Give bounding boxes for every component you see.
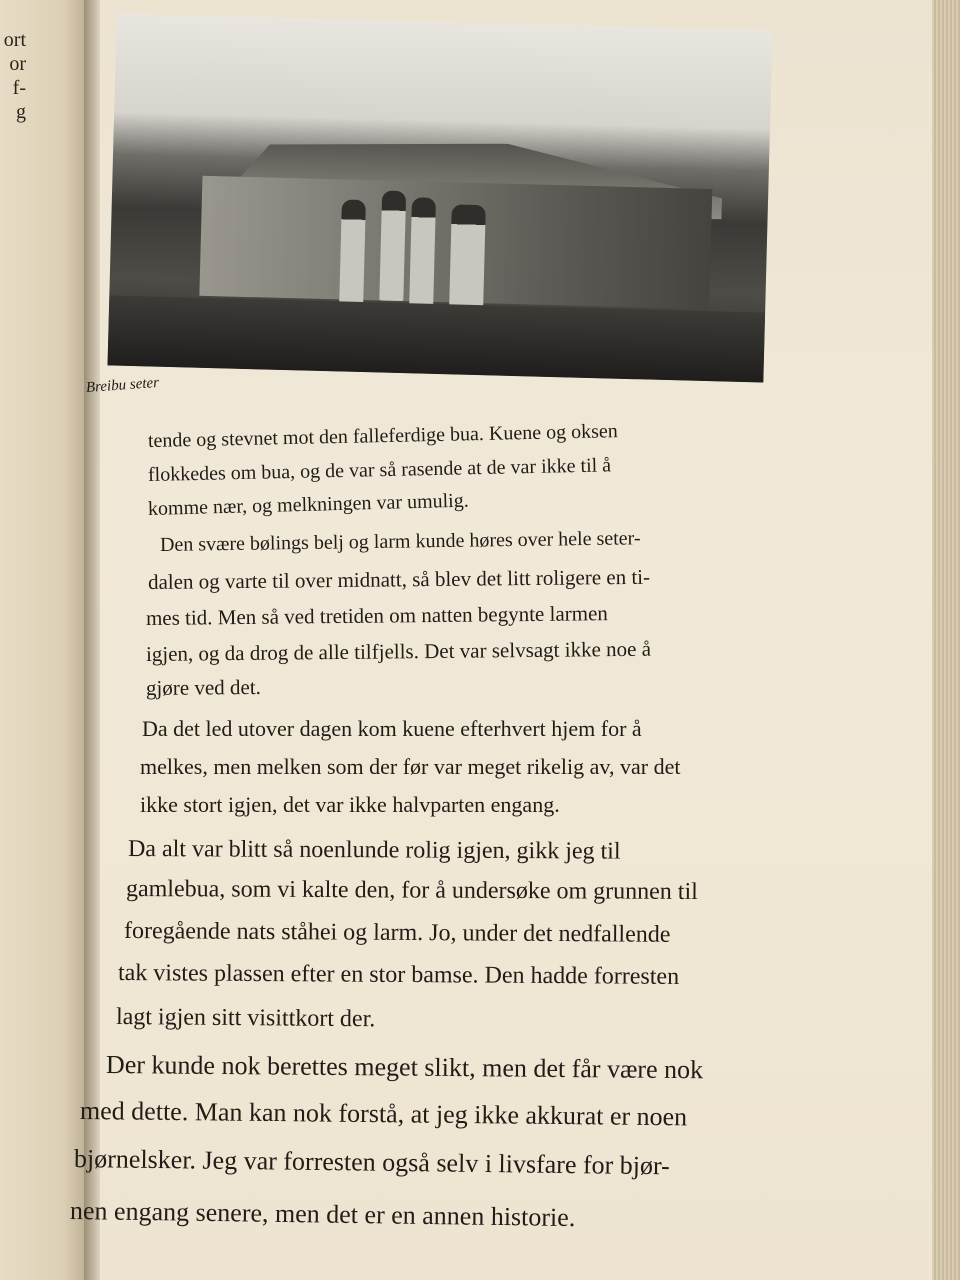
left-page xyxy=(0,0,90,1280)
text-line: med dette. Man kan nok forstå, at jeg ikke akkurat er noen xyxy=(79,1096,688,1132)
text-line: melkes, men melken som der før var meget rikelig av, var det xyxy=(140,754,681,779)
text-line: mes tid. Men så ved tretiden om natten begynte larmen xyxy=(145,601,608,630)
text-line: nen engang senere, men det er en annen historie. xyxy=(69,1196,576,1233)
page-edges xyxy=(932,0,960,1280)
text-line: bjørnelsker. Jeg var forresten også selv i livsfare for bjør- xyxy=(73,1144,670,1181)
text-line: Der kunde nok berettes meget slikt, men det får være nok xyxy=(105,1050,704,1085)
text-line: flokkedes om bua, og de var så rasende at de var ikke til å xyxy=(147,454,612,486)
text-line: foregående nats ståhei og larm. Jo, under det nedfallende xyxy=(123,918,671,948)
text-line: gjøre ved det. xyxy=(145,674,261,700)
text-line: igjen, og da drog de alle tilfjells. Det var selvsagt ikke noe å xyxy=(145,636,652,666)
text-line: Da det led utover dagen kom kuene efterhvert hjem for å xyxy=(142,716,642,741)
figure-photo xyxy=(108,13,773,382)
left-page-fragment: ort xyxy=(3,29,26,51)
text-line: Da alt var blitt så noenlunde rolig igjen, gikk jeg til xyxy=(127,836,621,865)
figure-caption: Breibu seter xyxy=(85,374,160,396)
left-page-fragment: f- xyxy=(12,77,26,99)
left-page-fragment: or xyxy=(9,53,26,75)
text-line: dalen og varte til over midnatt, så blev det litt roligere en ti- xyxy=(147,564,651,594)
text-line: ikke stort igjen, det var ikke halvparten engang. xyxy=(140,792,560,817)
text-line: tak vistes plassen efter en stor bamse. Den hadde forresten xyxy=(117,960,680,990)
text-line: komme nær, og melkningen var umulig. xyxy=(147,489,469,520)
left-page-text xyxy=(0,28,26,124)
left-page-fragment: g xyxy=(16,101,26,123)
text-line: tende og stevnet mot den falleferdige bua. Kuene og oksen xyxy=(147,420,618,452)
text-line: gamlebua, som vi kalte den, for å undersøke om grunnen til xyxy=(125,876,698,905)
text-line: Den svære bølings belj og larm kunde høres over hele seter- xyxy=(159,527,641,556)
text-line: lagt igjen sitt visittkort der. xyxy=(115,1004,376,1033)
